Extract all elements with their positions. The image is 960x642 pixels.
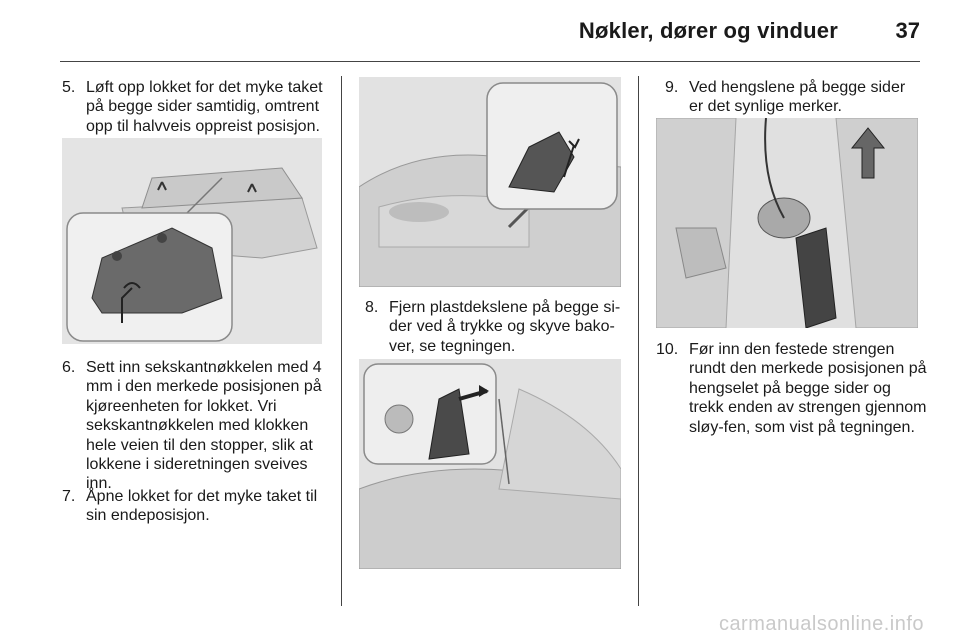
step-text: Åpne lokket for det myke taket til sin endeposisjon.	[86, 488, 318, 525]
step-6	[62, 358, 334, 494]
column-divider-1	[341, 76, 342, 606]
step-number: 8.	[365, 299, 379, 316]
step-text: Sett inn sekskantnøkkelen med 4 mm i den merkede posisjonen på kjøreenheten for lokket. Vri sekskantnøkkelen med klokken hele veien til den stopper, slik at lokkene i sideretningen sveives inn.	[86, 359, 322, 493]
header-divider	[60, 61, 920, 62]
step-number: 10.	[656, 341, 679, 358]
step-number: 7.	[62, 488, 76, 505]
step-text: Løft opp lokket for det myke taket på begge sider samtidig, omtrent opp til halvveis oppreist posisjon.	[86, 79, 323, 135]
watermark: carmanualsonline.info	[718, 613, 924, 635]
step-number: 6.	[62, 359, 76, 376]
illustration-cover-removal	[359, 359, 621, 569]
step-7	[62, 487, 334, 526]
page-title: Nøkler, dører og vinduer	[578, 18, 838, 43]
column-divider-2	[638, 76, 639, 606]
illustration-soft-top-lid	[62, 138, 322, 344]
step-text: Fjern plastdekslene på begge si-der ved å trykke og skyve bako-ver, se tegningen.	[389, 299, 621, 355]
page-number: 37	[895, 18, 920, 43]
step-8	[365, 298, 627, 356]
step-5	[62, 78, 334, 136]
step-text: Ved hengslene på begge sider er det synlige merker.	[689, 79, 906, 116]
step-number: 9.	[665, 79, 679, 96]
illustration-hinge-marks	[656, 118, 918, 328]
illustration-plastic-cover	[359, 77, 621, 287]
step-number: 5.	[62, 79, 76, 96]
step-10	[656, 340, 928, 437]
step-text: Før inn den festede strengen rundt den merkede posisjonen på hengselet på begge sider og trekk enden av strengen gjennom sløy-fen, som vist på tegningen.	[689, 341, 927, 436]
step-9	[665, 78, 923, 117]
